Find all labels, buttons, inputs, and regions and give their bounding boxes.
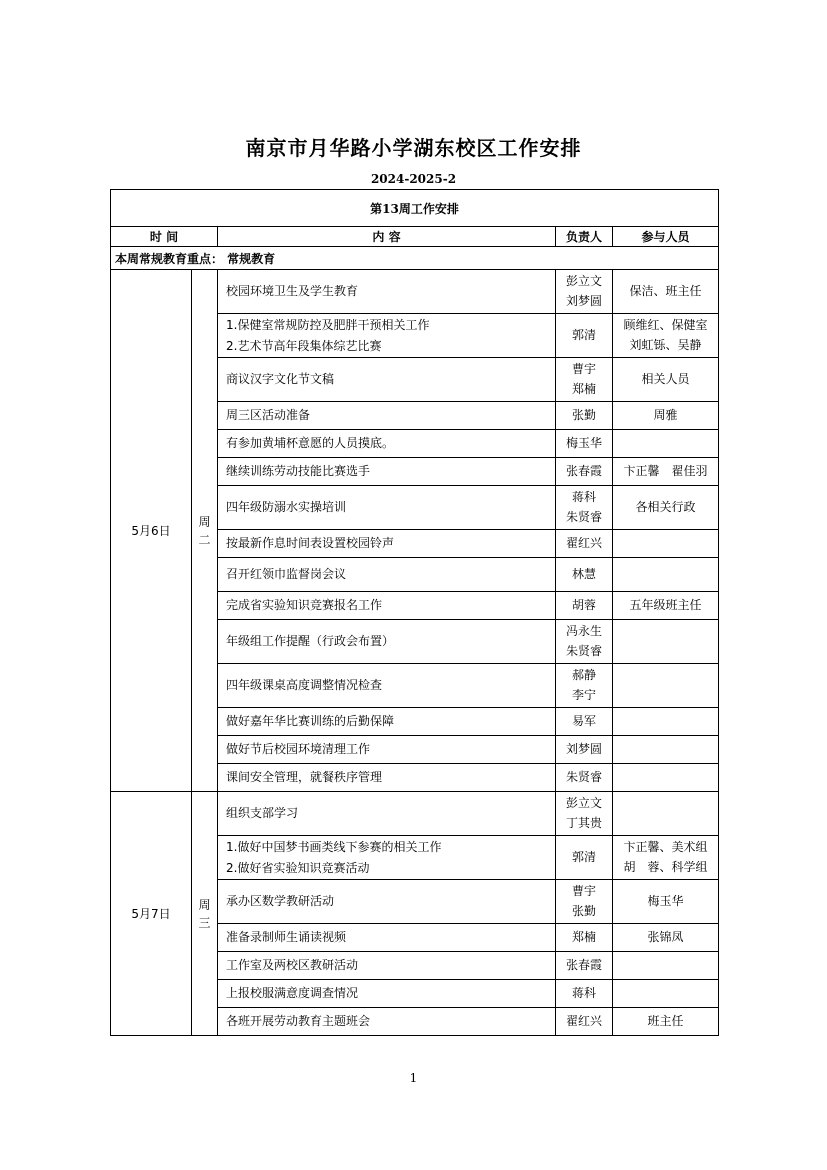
task-content: 召开红领巾监督岗会议 [218,558,556,592]
task-content: 商议汉字文化节文稿 [218,358,556,402]
task-participants [613,952,719,980]
task-owner: 梅玉华 [556,430,613,458]
task-content: 按最新作息时间表设置校园铃声 [218,530,556,558]
task-owner: 翟红兴 [556,1008,613,1036]
task-participants: 卞正馨、美术组 胡 蓉、科学组 [613,836,719,880]
task-content: 周三区活动准备 [218,402,556,430]
task-owner: 蒋科 朱贤睿 [556,486,613,530]
weekly-focus: 本周常规教育重点： 常规教育 [111,247,719,270]
task-content: 做好节后校园环境清理工作 [218,736,556,764]
task-content: 年级组工作提醒（行政会布置） [218,620,556,664]
task-owner: 蒋科 [556,980,613,1008]
task-owner: 翟红兴 [556,530,613,558]
task-participants [613,530,719,558]
task-owner: 胡蓉 [556,592,613,620]
task-participants [613,792,719,836]
task-content: 承办区数学教研活动 [218,880,556,924]
task-owner: 郑楠 [556,924,613,952]
task-content: 准备录制师生诵读视频 [218,924,556,952]
task-owner: 冯永生 朱贤睿 [556,620,613,664]
school-year: 2024-2025-2 [370,172,457,186]
task-content: 课间安全管理，就餐秩序管理 [218,764,556,792]
schedule-table [110,189,719,1036]
page-number: 1 [409,1071,418,1085]
task-participants: 顾维红、保健室 刘虹铄、吴静 [613,314,719,358]
task-content: 完成省实验知识竞赛报名工作 [218,592,556,620]
day-weekday: 周 三 [192,792,218,1036]
task-participants: 班主任 [613,1008,719,1036]
task-owner: 郭清 [556,836,613,880]
task-participants [613,980,719,1008]
task-owner: 曹宇 张勤 [556,880,613,924]
task-owner: 易军 [556,708,613,736]
task-participants [613,664,719,708]
header-content: 内 容 [218,227,556,247]
header-participants: 参与人员 [613,227,719,247]
task-owner: 林慧 [556,558,613,592]
task-row [111,792,719,836]
task-owner: 张春霞 [556,952,613,980]
task-content: 组织支部学习 [218,792,556,836]
header-owner: 负责人 [556,227,613,247]
task-participants: 五年级班主任 [613,592,719,620]
header-row [111,227,719,247]
task-participants: 梅玉华 [613,880,719,924]
day-weekday: 周 二 [192,270,218,792]
task-content: 各班开展劳动教育主题班会 [218,1008,556,1036]
day-date: 5月7日 [111,792,192,1036]
task-owner: 张勤 [556,402,613,430]
task-participants [613,736,719,764]
task-row [111,270,719,314]
week-title: 第13周工作安排 [111,190,719,227]
task-content: 上报校服满意度调查情况 [218,980,556,1008]
task-content: 1.做好中国梦书画类线下参赛的相关工作 2.做好省实验知识竞赛活动 [218,836,556,880]
header-time: 时 间 [111,227,218,247]
task-participants [613,620,719,664]
task-content: 继续训练劳动技能比赛选手 [218,458,556,486]
task-content: 有参加黄埔杯意愿的人员摸底。 [218,430,556,458]
task-content: 四年级防溺水实操培训 [218,486,556,530]
task-owner: 彭立文 丁其贵 [556,792,613,836]
task-participants [613,430,719,458]
task-participants: 张锦凤 [613,924,719,952]
task-content: 校园环境卫生及学生教育 [218,270,556,314]
task-content: 做好嘉年华比赛训练的后勤保障 [218,708,556,736]
task-owner: 郭清 [556,314,613,358]
task-owner: 张春霞 [556,458,613,486]
task-content: 工作室及两校区教研活动 [218,952,556,980]
task-owner: 彭立文 刘梦圆 [556,270,613,314]
day-date: 5月6日 [111,270,192,792]
task-participants [613,764,719,792]
task-participants: 保洁、班主任 [613,270,719,314]
task-participants: 相关人员 [613,358,719,402]
task-content: 四年级课桌高度调整情况检查 [218,664,556,708]
week-title-row [111,190,719,227]
document-title: 南京市月华路小学湖东校区工作安排 [245,136,582,160]
task-participants [613,558,719,592]
weekly-focus-row [111,247,719,270]
task-participants [613,708,719,736]
task-participants: 卞正馨 翟佳羽 [613,458,719,486]
task-participants: 周雅 [613,402,719,430]
task-participants: 各相关行政 [613,486,719,530]
task-content: 1.保健室常规防控及肥胖干预相关工作 2.艺术节高年段集体综艺比赛 [218,314,556,358]
task-owner: 曹宇 郑楠 [556,358,613,402]
task-owner: 郝静 李宁 [556,664,613,708]
task-owner: 朱贤睿 [556,764,613,792]
task-owner: 刘梦圆 [556,736,613,764]
